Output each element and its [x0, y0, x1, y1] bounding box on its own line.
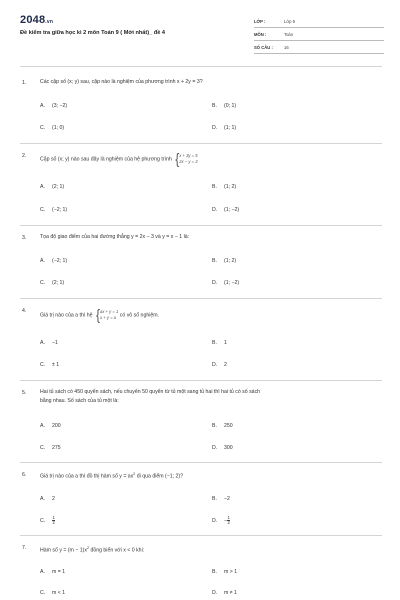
option-b[interactable]: B. 250 — [212, 423, 233, 429]
option-a[interactable]: A. 2 — [40, 496, 55, 502]
meta-subject-value: Toán — [284, 32, 294, 37]
question-text: Cặp số (x; y) nào sau đây là nghiệm của hệ phương trình {x + 3y = 5 2x − y = 3 — [40, 150, 198, 168]
exam-title: Đề kiểm tra giữa học kì 2 môn Toán 9 ( Mới nhất)_ đề 4 — [20, 30, 166, 36]
question-text: Tọa độ giao điểm của hai đường thẳng y = 2x − 3 và y = x − 1 là: — [40, 234, 190, 240]
option-c[interactable]: C. ± 1 — [40, 362, 60, 368]
option-c[interactable]: C. $\frac{1}{2}$ — [40, 515, 55, 525]
meta-subject — [254, 30, 384, 41]
question-text: Hai tủ sách có 450 quyển sách, nếu chuyển 50 quyển từ tủ một sang tủ hai thì hai tủ có số sách bằng nhau. Số sách của tủ một là: — [40, 389, 261, 404]
meta-class — [254, 17, 384, 28]
question-divider — [20, 535, 382, 536]
logo-main: 2048 — [20, 14, 46, 26]
option-b[interactable]: B. (0; 1) — [212, 103, 237, 109]
option-d[interactable]: D. 300 — [212, 445, 233, 451]
option-a[interactable]: A. (3; −2) — [40, 103, 68, 109]
question-text: Giá trị nào của a thì hệ {ax + y = 1 x + y = a có vô số nghiệm. — [40, 306, 160, 324]
logo-suffix: .vn — [45, 19, 54, 25]
question-number: 7. — [22, 545, 27, 551]
option-d[interactable]: D. 2 — [212, 362, 227, 368]
option-b[interactable]: B. m > 1 — [212, 569, 238, 575]
fraction: $\frac{1}{2}$ — [52, 515, 55, 525]
meta-class-label: LỚP : — [254, 19, 266, 24]
question-divider — [20, 298, 382, 299]
option-a[interactable]: A. −1 — [40, 340, 58, 346]
question-divider — [20, 143, 382, 144]
option-d[interactable]: D. (1; 1) — [212, 125, 237, 131]
site-logo[interactable] — [20, 14, 53, 26]
meta-subject-label: MÔN : — [254, 32, 267, 37]
option-a[interactable]: A. (−2; 1) — [40, 258, 68, 264]
option-b[interactable]: B. 1 — [212, 340, 227, 346]
question-divider — [20, 380, 382, 381]
question-divider — [20, 462, 382, 463]
question-number: 5. — [22, 390, 27, 396]
meta-count-label: SỐ CÂU : — [254, 45, 273, 50]
option-b[interactable]: B. −2 — [212, 496, 230, 502]
option-d[interactable]: D. m ≠ 1 — [212, 590, 237, 596]
question-number: 6. — [22, 472, 27, 478]
meta-class-value: Lớp 9 — [284, 19, 295, 24]
header-divider — [20, 66, 382, 67]
question-number: 2. — [22, 153, 27, 159]
option-a[interactable]: A. 200 — [40, 423, 61, 429]
question-divider — [20, 225, 382, 226]
equation-system: {ax + y = 1 x + y = a — [95, 306, 119, 324]
option-c[interactable]: C. (2; 1) — [40, 280, 65, 286]
option-d[interactable]: D. (1; −2) — [212, 207, 240, 213]
option-b[interactable]: B. (1; 2) — [212, 258, 237, 264]
question-text: Giá trị nào của a thì đồ thị hàm số $y = ax^2$ đi qua điểm (−1; 2)? — [40, 472, 184, 480]
question-number: 4. — [22, 308, 27, 314]
option-a[interactable]: A. m = 1 — [40, 569, 66, 575]
option-a[interactable]: A. (2; 1) — [40, 184, 65, 190]
option-c[interactable]: C. m < 1 — [40, 590, 66, 596]
exam-meta — [254, 17, 384, 56]
option-c[interactable]: C. 275 — [40, 445, 61, 451]
option-c[interactable]: C. (−2; 1) — [40, 207, 68, 213]
meta-count-value: 16 — [284, 45, 289, 50]
option-c[interactable]: C. (1; 0) — [40, 125, 65, 131]
question-text: Các cặp số (x; y) sau, cặp nào là nghiệm của phương trình x + 2y = 3? — [40, 79, 203, 85]
meta-count — [254, 43, 384, 54]
option-d[interactable]: D. (1; −2) — [212, 280, 240, 286]
equation-system: {x + 3y = 5 2x − y = 3 — [175, 150, 198, 168]
question-text: Hàm số $y = (m - 1)x^2$ đồng biến với x < 0 khi: — [40, 546, 145, 554]
option-b[interactable]: B. (1; 2) — [212, 184, 237, 190]
fraction: $\frac{1}{2}$ — [227, 515, 230, 525]
exam-header — [0, 0, 400, 62]
question-number: 3. — [22, 235, 27, 241]
question-number: 1. — [22, 80, 27, 86]
option-d[interactable]: D. − $\frac{1}{2}$ — [212, 515, 230, 525]
